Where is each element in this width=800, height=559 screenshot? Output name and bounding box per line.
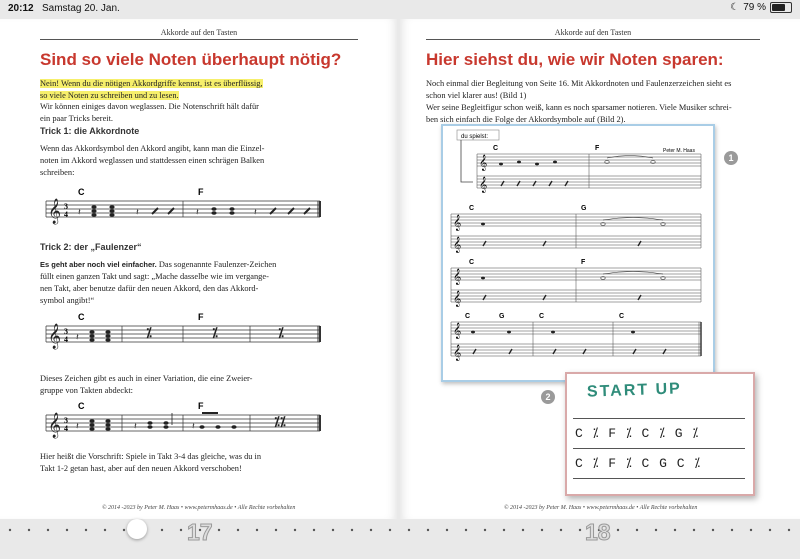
rule-line-2: Takt 1-2 getan hast, aber auf den neuen Akkord verschoben! — [40, 464, 242, 473]
arrow-icon — [461, 140, 473, 182]
badge-2: 2 — [541, 390, 555, 404]
chord-note — [231, 425, 236, 429]
chord-note — [229, 207, 234, 211]
treble-clef-icon: 𝄞 — [453, 345, 462, 361]
variation-line-2: gruppe von Takten abdeckt: — [40, 386, 133, 395]
scrubber-dot — [408, 529, 410, 531]
chord-label: C — [469, 205, 475, 212]
scrubber-dot — [655, 529, 657, 531]
chord-note — [91, 213, 96, 217]
scrubber-dot — [351, 529, 353, 531]
card-rule — [573, 478, 745, 479]
trick2-line-2: füllt einen ganzen Takt und sagt: „Mache dasselbe wie im vergange- — [40, 272, 269, 281]
scrubber-dot — [237, 529, 239, 531]
scrubber-dot — [218, 529, 220, 531]
scrubber-dot — [446, 529, 448, 531]
treble-clef-icon: 𝄞 — [479, 155, 488, 171]
scrubber-dot — [484, 529, 486, 531]
scrubber-dot — [769, 529, 771, 531]
page-title-right: Hier siehst du, wie wir Noten sparen: — [426, 50, 724, 69]
status-time: 20:12 — [8, 3, 34, 14]
repeat-measure-icon: ⁒ — [146, 325, 152, 340]
scrubber-dot — [370, 529, 372, 531]
chord-note — [89, 338, 94, 342]
chord-note — [89, 330, 94, 334]
chord-note — [91, 209, 96, 213]
scrubber-dot — [579, 529, 581, 531]
chord-note — [211, 211, 216, 215]
time-sig-bottom: 4 — [64, 424, 68, 433]
right-para-1 — [426, 78, 732, 126]
scrubber-dot — [674, 529, 676, 531]
rest-icon: 𝄽 — [136, 207, 139, 217]
treble-clef-icon: 𝄞 — [453, 237, 462, 253]
scrubber-dot — [104, 529, 106, 531]
chord-label: C — [78, 187, 85, 197]
scrubber-dot — [180, 529, 182, 531]
treble-clef-icon: 𝄞 — [453, 269, 462, 285]
staff-variation — [42, 399, 324, 441]
chord-note — [105, 423, 110, 427]
scrubber-dot — [750, 529, 752, 531]
chord-note — [109, 205, 114, 209]
chord-label: F — [198, 187, 204, 197]
scrubber-dot — [389, 529, 391, 531]
chord-label: C — [465, 313, 471, 320]
trick2-heading: Trick 2: der „Faulenzer“ — [40, 242, 142, 252]
chord-label: C — [78, 401, 85, 411]
scrubber-dot — [47, 529, 49, 531]
highlight-line-1: Nein! Wenn du die nötigen Akkordgriffe kennst, ist es überflüssig, — [40, 79, 263, 88]
scrubber-dot — [503, 529, 505, 531]
scrubber-dot — [465, 529, 467, 531]
trick1-text — [40, 143, 264, 179]
scrubber-dot — [294, 529, 296, 531]
rest-icon: 𝄽 — [134, 421, 137, 431]
rule-text — [40, 451, 261, 475]
intro-text — [40, 101, 259, 125]
chord-note — [105, 419, 110, 423]
chord-note — [89, 427, 94, 431]
time-sig-top: 3 — [64, 416, 68, 425]
scrubber-dot — [123, 529, 125, 531]
chord-label: G — [499, 313, 505, 320]
scrubber-dot — [560, 529, 562, 531]
head-rule-left — [40, 39, 358, 40]
chord-note — [147, 421, 152, 425]
treble-clef-icon: 𝄞 — [479, 177, 488, 193]
scrubber-dot — [636, 529, 638, 531]
chord-note — [211, 207, 216, 211]
para2-line-1: Wer seine Begleitfigur schon weiß, kann es noch sparsamer notieren. Viele Musiker schrei- — [426, 103, 732, 112]
scrubber-dot — [541, 529, 543, 531]
moon-icon: ☾ — [730, 2, 740, 13]
battery-icon — [770, 2, 792, 13]
chord-note — [105, 334, 110, 338]
chord-note — [147, 425, 152, 429]
scrubber-dot — [731, 529, 733, 531]
treble-clef-icon: 𝄞 — [453, 323, 462, 339]
rest-icon: 𝄽 — [76, 332, 79, 342]
scrubber-dot — [617, 529, 619, 531]
scrubber-dot — [256, 529, 258, 531]
staff-trick2 — [42, 310, 324, 352]
chord-label: C — [78, 312, 85, 322]
page-title-left: Sind so viele Noten überhaupt nötig? — [40, 50, 342, 69]
battery-percent: 79 % — [743, 2, 766, 13]
rest-icon: 𝄽 — [254, 207, 257, 217]
trick1-line-2: noten im Akkord weglassen und stattdessen einen schrägen Balken — [40, 156, 265, 165]
treble-clef-icon: 𝄞 — [48, 324, 62, 349]
card-line-1: C ⁒ F ⁒ C ⁒ G ⁒ — [575, 426, 700, 441]
scrubber-knob[interactable] — [127, 519, 147, 539]
score-image[interactable] — [441, 124, 715, 382]
double-repeat-icon: ⁒⁒ — [274, 414, 286, 429]
time-sig-top: 3 — [64, 327, 68, 336]
chord-label: F — [581, 259, 586, 266]
intro-line-2: ein paar Tricks bereit. — [40, 114, 114, 123]
head-rule-right — [426, 39, 760, 40]
card-rule — [573, 448, 745, 449]
trick1-heading: Trick 1: die Akkordnote — [40, 126, 140, 136]
page-number-left: 17 — [187, 519, 213, 545]
footer-right: © 2014 -2023 by Peter M. Haas • www.petermhaas.de • Alle Rechte vorbehalten — [504, 505, 698, 511]
chord-label: C — [469, 259, 475, 266]
chord-note — [215, 425, 220, 429]
trick2-line-4: symbol angibt!“ — [40, 296, 95, 305]
time-sig-bottom: 4 — [64, 335, 68, 344]
score-label: du spielst: — [461, 134, 489, 140]
chord-note — [199, 425, 204, 429]
para1-line-2: schon viel klarer aus! (Bild 1) — [426, 91, 527, 100]
scrubber-dot — [427, 529, 429, 531]
handwritten-card[interactable] — [565, 372, 755, 496]
variation-text — [40, 373, 252, 397]
score-composer: Peter M. Haas — [663, 148, 695, 154]
treble-clef-icon: 𝄞 — [48, 199, 62, 224]
running-head-left: Akkorde auf den Tasten — [160, 28, 238, 37]
staff-trick1 — [42, 185, 324, 227]
chord-label: C — [493, 145, 499, 152]
card-title: START UP — [586, 380, 683, 401]
left-page[interactable] — [0, 19, 397, 519]
scrubber-dot — [66, 529, 68, 531]
rest-icon: 𝄽 — [192, 421, 195, 431]
variation-line-1: Dieses Zeichen gibt es auch in einer Variation, die eine Zweier- — [40, 374, 253, 383]
page-number-right: 18 — [585, 519, 611, 545]
chord-note — [105, 427, 110, 431]
chord-note — [89, 423, 94, 427]
treble-clef-icon: 𝄞 — [48, 413, 62, 438]
treble-clef-icon: 𝄞 — [453, 215, 462, 231]
trick2-line-1: Das sogenannte Faulenzer-Zeichen — [156, 260, 277, 269]
chord-label: F — [198, 312, 204, 322]
intro-line-1: Wir können einiges davon weglassen. Die Notenschrift hält dafür — [40, 102, 259, 111]
trick1-line-1: Wenn das Akkordsymbol den Akkord angibt, kann man die Einzel- — [40, 144, 265, 153]
scrubber-dot — [788, 529, 790, 531]
chord-note — [105, 330, 110, 334]
badge-1: 1 — [724, 151, 738, 165]
card-rule — [573, 418, 745, 419]
rest-icon: 𝄽 — [78, 207, 81, 217]
chord-label: F — [595, 145, 600, 152]
chord-note — [163, 421, 168, 425]
page-scrubber[interactable] — [0, 524, 800, 536]
chord-note — [229, 211, 234, 215]
scrubber-dot — [85, 529, 87, 531]
scrubber-dot — [522, 529, 524, 531]
chord-note — [109, 213, 114, 217]
para2-line-2: ben sich einfach die Folge der Akkordsymbole auf (Bild 2). — [426, 115, 626, 124]
para1-line-1: Noch einmal dier Begleitung von Seite 16. Mit Akkordnoten und Faulenzerzeichen sieht es — [426, 79, 732, 88]
time-sig-bottom: 4 — [64, 210, 68, 219]
scrubber-dot — [693, 529, 695, 531]
chord-label: F — [198, 401, 204, 411]
repeat-measure-icon: ⁒ — [212, 325, 218, 340]
highlight-line-2: so viele Noten zu schreiben und zu lesen. — [40, 91, 179, 100]
scrubber-dot — [161, 529, 163, 531]
scrubber-dot — [332, 529, 334, 531]
rest-icon: 𝄽 — [196, 207, 199, 217]
chord-label: C — [619, 313, 625, 320]
time-sig-top: 3 — [64, 202, 68, 211]
chord-label: G — [581, 205, 587, 212]
repeat-measure-icon: ⁒ — [278, 325, 284, 340]
scrubber-dot — [313, 529, 315, 531]
footer-left: © 2014 -2023 by Peter M. Haas • www.petermhaas.de • Alle Rechte vorbehalten — [102, 505, 296, 511]
chord-note — [105, 338, 110, 342]
trick2-text — [40, 259, 276, 307]
score-svg — [443, 126, 709, 376]
running-head-right: Akkorde auf den Tasten — [554, 28, 632, 37]
chord-note — [89, 334, 94, 338]
trick2-line-3: nen Takt, aber benutze dafür den neuen Akkord, den das Akkord- — [40, 284, 259, 293]
scrubber-dot — [712, 529, 714, 531]
chord-label: C — [539, 313, 545, 320]
status-bar — [0, 0, 800, 18]
chord-note — [109, 209, 114, 213]
scrubber-dot — [28, 529, 30, 531]
status-date: Samstag 20. Jan. — [42, 3, 120, 14]
highlight-text — [40, 78, 263, 102]
rest-icon: 𝄽 — [76, 421, 79, 431]
scrubber-dot — [275, 529, 277, 531]
treble-clef-icon: 𝄞 — [453, 291, 462, 307]
chord-note — [163, 425, 168, 429]
trick2-bold: Es geht aber noch viel einfacher. — [40, 260, 157, 269]
card-line-2: C ⁒ F ⁒ C G C ⁒ — [575, 456, 702, 471]
battery-fill — [772, 4, 785, 11]
scrubber-dot — [9, 529, 11, 531]
chord-note — [89, 419, 94, 423]
rule-line-1: Hier heißt die Vorschrift: Spiele in Takt 3-4 das gleiche, was du in — [40, 452, 262, 461]
chord-note — [91, 205, 96, 209]
trick1-line-3: schreiben: — [40, 168, 75, 177]
status-right — [730, 2, 792, 13]
